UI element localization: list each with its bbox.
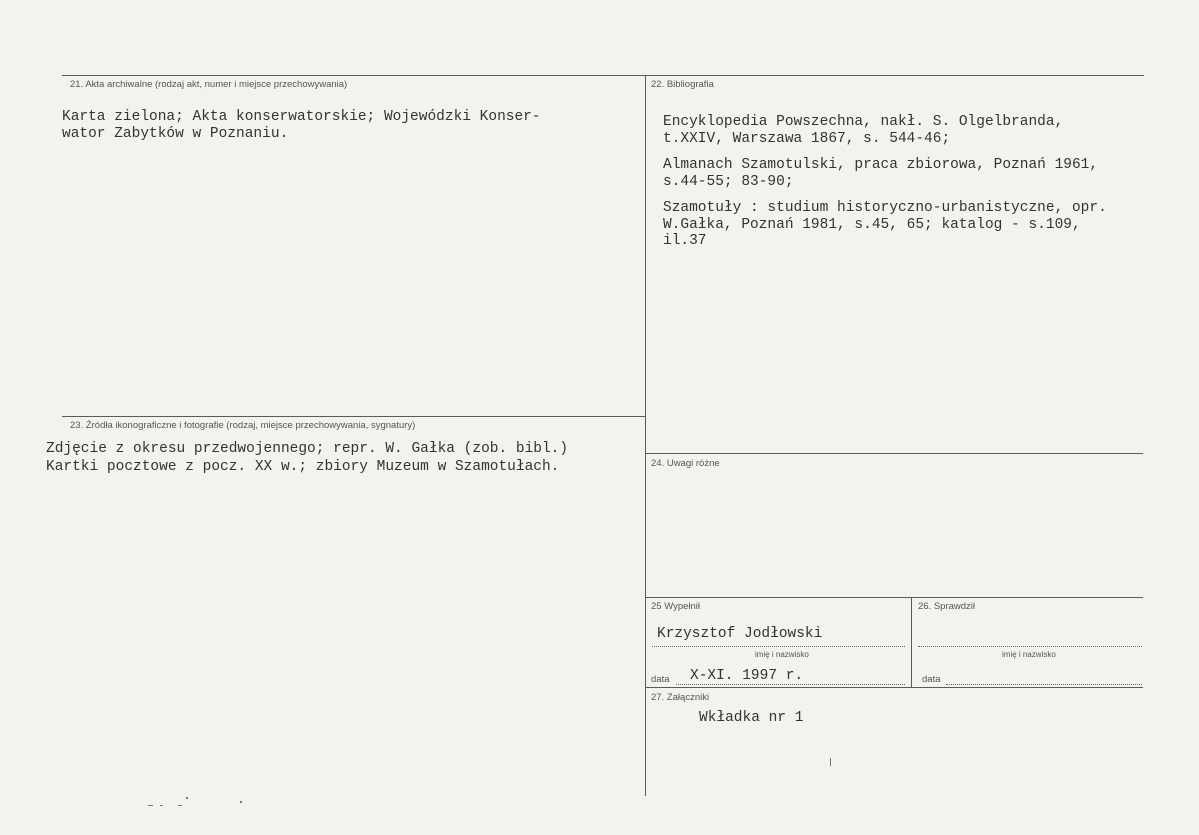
section-26-label: 26. Sprawdził [918,601,976,612]
checked-by-date-label: data [922,674,941,685]
checked-by-date-line [946,684,1142,685]
divider-25-26 [911,597,912,688]
section-23-label: 23. Źródła ikonograficzne i fotografie (rodzaj, miejsce przechowywania, sygnatury) [70,420,416,431]
checked-by-name-line [918,646,1142,647]
paper-speck [186,797,188,799]
rule-section-24 [645,453,1143,454]
bibliography-entry-3-line-2: W.Gałka, Poznań 1981, s.45, 65; katalog - s.109, [663,217,1081,233]
paper-speck [148,805,153,806]
paper-speck [830,758,831,766]
filled-by-date-label: data [651,674,670,685]
section-25-label: 25 Wypełnił [651,601,701,612]
rule-section-27 [645,687,1143,688]
paper-speck [240,801,242,803]
section-23-line-1: Zdjęcie z okresu przedwojennego; repr. W. Gałka (zob. bibl.) [46,441,569,457]
section-23-line-2: Kartki pocztowe z pocz. XX w.; zbiory Muzeum w Szamotułach. [46,459,560,475]
filled-by-date: X-XI. 1997 r. [690,668,804,684]
section-21-line-1: Karta zielona; Akta konserwatorskie; Wojewódzki Konser- [62,109,541,125]
section-27-label: 27. Załączniki [651,692,710,703]
paper-speck [160,805,163,806]
filled-by-name-caption: imię i nazwisko [755,650,809,659]
section-21-label: 21. Akta archiwalne (rodzaj akt, numer i miejsce przechowywania) [70,79,348,90]
bibliography-entry-2-line-2: s.44-55; 83-90; [663,174,794,190]
bibliography-entry-3-line-3: il.37 [663,233,707,249]
bibliography-entry-1-line-2: t.XXIV, Warszawa 1867, s. 544-46; [663,131,951,147]
bibliography-entry-3-line-1: Szamotuły : studium historyczno-urbanistyczne, opr. [663,200,1107,216]
section-21-line-2: wator Zabytków w Poznaniu. [62,126,289,142]
bibliography-entry-2-line-1: Almanach Szamotulski, praca zbiorowa, Poznań 1961, [663,157,1099,173]
section-22-label: 22. Bibliografia [651,79,714,90]
attachments-text: Wkładka nr 1 [699,710,804,726]
filled-by-name: Krzysztof Jodłowski [657,626,823,642]
checked-by-name-caption: imię i nazwisko [1002,650,1056,659]
bibliography-entry-1-line-1: Encyklopedia Powszechna, nakł. S. Olgelbranda, [663,114,1064,130]
section-24-label: 24. Uwagi różne [651,458,720,469]
rule-section-25 [645,597,1143,598]
rule-section-23 [62,416,645,417]
filled-by-name-line [652,646,905,647]
top-rule [62,75,1144,76]
paper-speck [178,805,182,806]
